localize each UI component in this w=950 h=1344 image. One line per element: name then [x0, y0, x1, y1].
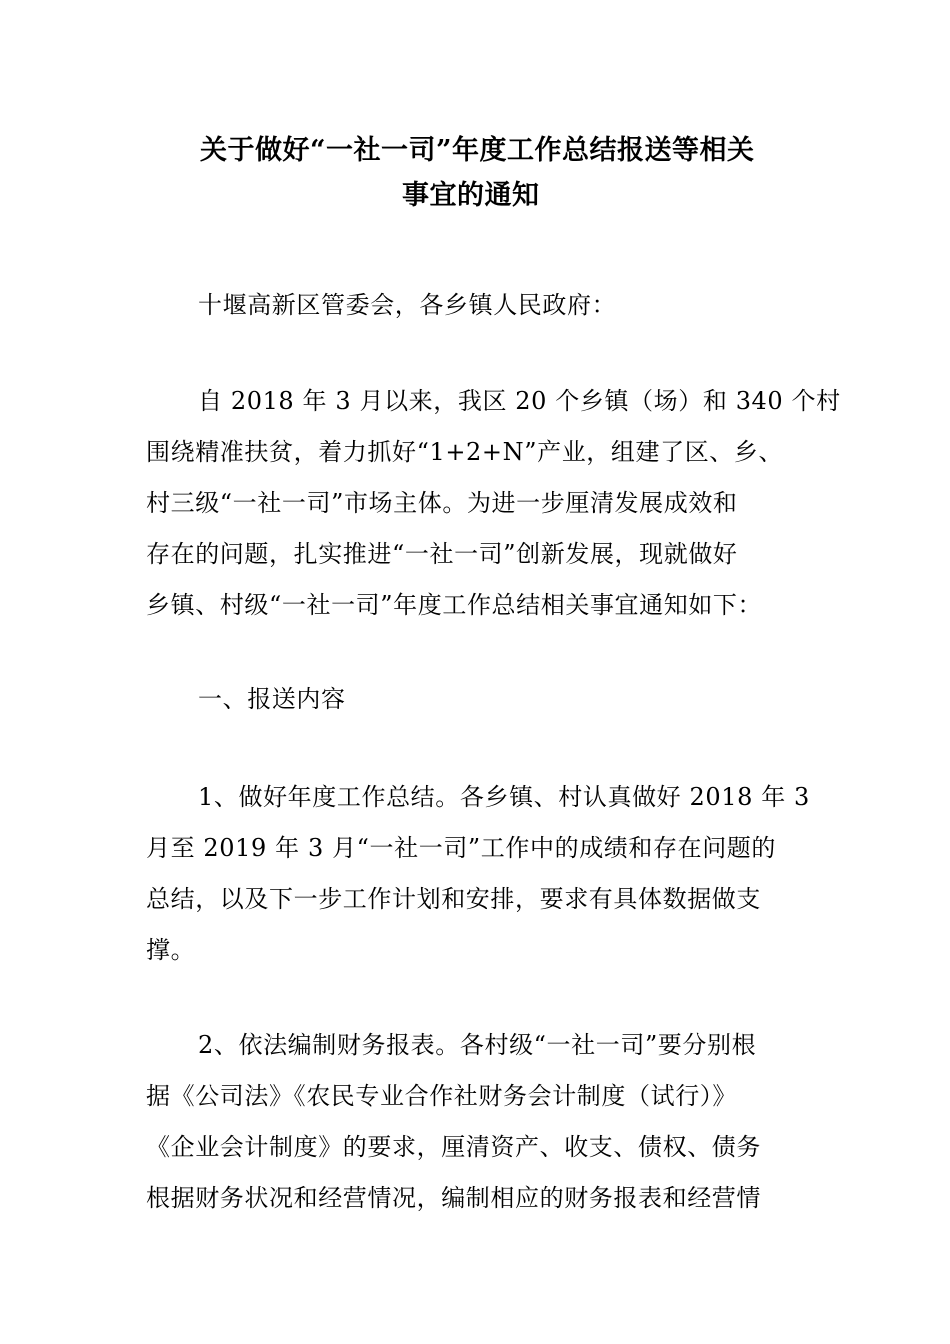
- section-1-heading: [146, 674, 816, 725]
- intro-line: 自 2018 年 3 月以来，我区 20 个乡镇（场）和 340 个村: [198, 387, 841, 415]
- item-2-line: 据《公司法》《农民专业合作社财务会计制度（试行）》: [146, 1082, 737, 1110]
- item-2-line: 根据财务状况和经营情况，编制相应的财务报表和经营情: [146, 1184, 761, 1212]
- intro-line: 存在的问题，扎实推进“一社一司”创新发展，现就做好: [146, 540, 738, 568]
- item-1-line: 总结，以及下一步工作计划和安排，要求有具体数据做支: [146, 885, 761, 913]
- document-title: [180, 128, 820, 218]
- salutation: [146, 280, 816, 331]
- item-1-line: 撑。: [146, 936, 196, 964]
- title-line-1: 关于做好“一社一司”年度工作总结报送等相关: [200, 135, 755, 166]
- intro-paragraph: [146, 376, 841, 631]
- item-2-paragraph: [146, 1020, 816, 1224]
- intro-line: 围绕精准扶贫，着力抓好“1+2+N”产业，组建了区、乡、: [146, 438, 784, 466]
- intro-line: 乡镇、村级“一社一司”年度工作总结相关事宜通知如下：: [146, 591, 763, 619]
- item-1-line: 月至 2019 年 3 月“一社一司”工作中的成绩和存在问题的: [146, 834, 777, 862]
- title-line-2: 事宜的通知: [402, 180, 540, 211]
- item-1-line: 1、做好年度工作总结。各乡镇、村认真做好 2018 年 3: [198, 783, 810, 811]
- intro-line: 村三级“一社一司”市场主体。为进一步厘清发展成效和: [146, 489, 738, 517]
- item-2-line: 2、依法编制财务报表。各村级“一社一司”要分别根: [198, 1031, 757, 1059]
- section-heading-text: 一、报送内容: [198, 685, 346, 713]
- item-2-line: 《企业会计制度》的要求，厘清资产、收支、债权、债务: [146, 1133, 761, 1161]
- salutation-text: 十堰高新区管委会，各乡镇人民政府：: [198, 291, 617, 319]
- item-1-paragraph: [146, 772, 816, 976]
